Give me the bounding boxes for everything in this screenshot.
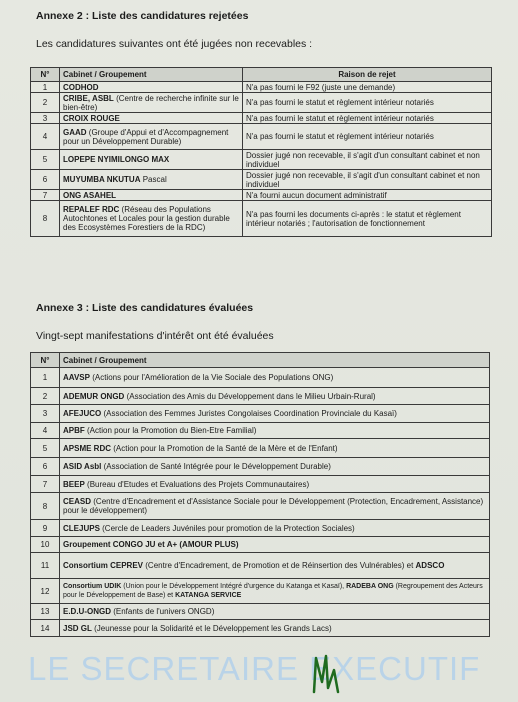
table-header-row (31, 68, 492, 82)
reason-cell: N'a pas fourni les documents ci-après : le statut et règlement intérieur notariés ; l'autorisation de fonctionnement (243, 201, 492, 237)
cabinet-detail: (Jeunesse pour la Solidarité et le Développement les Grands Lacs) (94, 623, 332, 633)
table-row (31, 553, 490, 579)
cabinet-name: CODHOD (63, 82, 99, 92)
table-row (31, 201, 492, 237)
table-row (31, 93, 492, 113)
cabinet-name: ADEMUR ONGD (63, 391, 125, 401)
cabinet-cell (60, 537, 490, 553)
table-row (31, 439, 490, 458)
table-row (31, 368, 490, 388)
col-num-header: N° (31, 353, 60, 368)
cabinet-name: ASID Asbl (63, 462, 102, 471)
rejected-table (30, 67, 492, 237)
cabinet-name: RADEBA ONG (346, 583, 394, 590)
cabinet-cell (60, 579, 490, 604)
reason-cell: Dossier jugé non recevable, il s'agit d'un consultant cabinet et non individuel (243, 150, 492, 170)
row-number: 2 (31, 388, 60, 405)
cabinet-name: Consortium CEPREV (63, 561, 144, 570)
table-row (31, 150, 492, 170)
table-row (31, 190, 492, 201)
cabinet-cell (60, 201, 243, 237)
cabinet-detail: (Cercle de Leaders Juvéniles pour promotion de la Protection Sociales) (102, 523, 355, 533)
signature-mark (308, 652, 342, 698)
cabinet-detail: (Association de Santé Intégrée pour le Développement Durable) (103, 462, 331, 471)
cabinet-name: AFEJUCO (63, 409, 102, 418)
cabinet-detail: (Groupe d'Appui et d'Accompagnement pour un Développement Durable) (63, 127, 229, 146)
row-number: 3 (31, 113, 60, 124)
reason-cell: N'a pas fourni le statut et règlement intérieur notariés (243, 93, 492, 113)
cabinet-detail: (Centre d'Encadrement et d'Assistance Sociale pour le Développement (Protection, Encadrement, Assistance) pour le développement) (63, 497, 484, 515)
cabinet-name: Consortium UDIK (63, 583, 122, 590)
annex3-title: Annexe 3 : Liste des candidatures évaluées (36, 302, 254, 314)
row-number: 3 (31, 405, 60, 423)
row-number: 7 (31, 476, 60, 493)
reason-cell: N'a pas fourni le statut et règlement intérieur notariés (243, 124, 492, 150)
col-reason-header: Raison de rejet (243, 68, 492, 82)
col-num-header: N° (31, 68, 60, 82)
table-row (31, 82, 492, 93)
cabinet-detail: (Actions pour l'Amélioration de la Vie Sociale des Populations ONG) (92, 373, 334, 382)
table-row (31, 423, 490, 439)
table-row (31, 493, 490, 520)
row-number: 9 (31, 520, 60, 537)
cabinet-cell (60, 82, 243, 93)
cabinet-name: JSD GL (63, 623, 92, 633)
table-row (31, 476, 490, 493)
cabinet-name: APSME RDC (63, 443, 112, 453)
row-number: 8 (31, 201, 60, 237)
cabinet-cell (60, 620, 490, 637)
cabinet-name: ONG ASAHEL (63, 190, 117, 200)
annex2-intro: Les candidatures suivantes ont été jugées non recevables : (36, 38, 313, 50)
row-number: 14 (31, 620, 60, 637)
cabinet-cell (60, 553, 490, 579)
cabinet-detail: (Centre de recherche infinite sur le bien-être) (63, 93, 239, 112)
reason-cell: N'a pas fourni le statut et règlement intérieur notariés (243, 113, 492, 124)
cabinet-cell (60, 113, 243, 124)
cabinet-cell (60, 124, 243, 150)
cabinet-name: CEASD (63, 497, 92, 506)
cabinet-cell (60, 604, 490, 620)
reason-cell: N'a pas fourni le F92 (juste une demande) (243, 82, 492, 93)
table-row (31, 124, 492, 150)
cabinet-cell (60, 476, 490, 493)
cabinet-cell (60, 520, 490, 537)
row-number: 13 (31, 604, 60, 620)
row-number: 1 (31, 82, 60, 93)
row-number: 11 (31, 553, 60, 579)
table-row (31, 604, 490, 620)
cabinet-cell (60, 93, 243, 113)
cabinet-detail: (Centre d'Encadrement, de Promotion et de Réinsertion des Vulnérables) et (145, 561, 414, 570)
table-row (31, 579, 490, 604)
cabinet-name: Groupement CONGO JU et A+ (AMOUR PLUS) (63, 540, 239, 549)
cabinet-cell (60, 439, 490, 458)
table-row (31, 620, 490, 637)
cabinet-detail: (Association des Amis du Développement dans le Milieu Urbain-Rural) (126, 391, 376, 401)
row-number: 10 (31, 537, 60, 553)
row-number: 6 (31, 458, 60, 476)
cabinet-cell (60, 423, 490, 439)
cabinet-detail: (Regroupement des Acteurs pour le Développement de Base) et (63, 583, 483, 599)
annex2-title: Annexe 2 : Liste des candidatures rejetées (36, 10, 249, 22)
table-row (31, 458, 490, 476)
table-row (31, 520, 490, 537)
cabinet-name: ADSCO (415, 561, 445, 570)
cabinet-name: CRIBE, ASBL (63, 93, 114, 103)
cabinet-cell (60, 190, 243, 201)
cabinet-cell (60, 388, 490, 405)
cabinet-cell (60, 150, 243, 170)
evaluated-table (30, 352, 490, 637)
cabinet-name: KATANGA SERVICE (175, 592, 242, 599)
cabinet-detail: (Enfants de l'univers ONGD) (113, 607, 215, 616)
cabinet-cell (60, 458, 490, 476)
cabinet-cell (60, 170, 243, 190)
row-number: 8 (31, 493, 60, 520)
row-number: 6 (31, 170, 60, 190)
table-row (31, 405, 490, 423)
cabinet-detail: (Union pour le Développement Intégré d'urgence du Katanga et Kasaï), (123, 583, 345, 590)
row-number: 1 (31, 368, 60, 388)
col-cabinet-header: Cabinet / Groupement (60, 68, 243, 82)
table-row (31, 537, 490, 553)
cabinet-detail: (Action pour la Promotion du Bien-Etre Familial) (87, 426, 257, 435)
annex3-intro: Vingt-sept manifestations d'intérêt ont été évaluées (36, 330, 274, 342)
secretary-stamp: LE SECRETAIRE EXECUTIF (28, 650, 481, 687)
reason-cell: N'a fourni aucun document administratif (243, 190, 492, 201)
cabinet-name: CLEJUPS (63, 523, 100, 533)
cabinet-detail: (Action pour la Promotion de la Santé de la Mère et de l'Enfant) (113, 443, 338, 453)
cabinet-cell (60, 405, 490, 423)
row-number: 12 (31, 579, 60, 604)
cabinet-name: E.D.U-ONGD (63, 607, 111, 616)
cabinet-detail: (Association des Femmes Juristes Congolaises Coordination Provinciale du Kasaï) (103, 409, 397, 418)
cabinet-cell (60, 493, 490, 520)
table-row (31, 388, 490, 405)
table-row (31, 170, 492, 190)
reason-cell: Dossier jugé non recevable, il s'agit d'un consultant cabinet et non individuel (243, 170, 492, 190)
cabinet-name: AAVSP (63, 373, 90, 382)
cabinet-detail: Pascal (142, 175, 167, 184)
row-number: 5 (31, 150, 60, 170)
cabinet-name: GAAD (63, 127, 87, 137)
table-header-row (31, 353, 490, 368)
row-number: 2 (31, 93, 60, 113)
cabinet-name: BEEP (63, 479, 85, 489)
row-number: 5 (31, 439, 60, 458)
cabinet-name: APBF (63, 426, 85, 435)
row-number: 4 (31, 423, 60, 439)
cabinet-name: CROIX ROUGE (63, 113, 120, 123)
cabinet-name: REPALEF RDC (63, 205, 120, 214)
table-row (31, 113, 492, 124)
cabinet-detail: (Réseau des Populations Autochtones et Locales pour la gestion durable des Ecosystèmes Forestiers de la RDC) (63, 205, 230, 232)
cabinet-name: LOPEPE NYIMILONGO MAX (63, 155, 170, 164)
cabinet-detail: (Bureau d'Etudes et Evaluations des Projets Communautaires) (87, 479, 310, 489)
cabinet-name: MUYUMBA NKUTUA (63, 175, 141, 184)
cabinet-cell (60, 368, 490, 388)
row-number: 7 (31, 190, 60, 201)
row-number: 4 (31, 124, 60, 150)
col-cabinet-header: Cabinet / Groupement (60, 353, 490, 368)
